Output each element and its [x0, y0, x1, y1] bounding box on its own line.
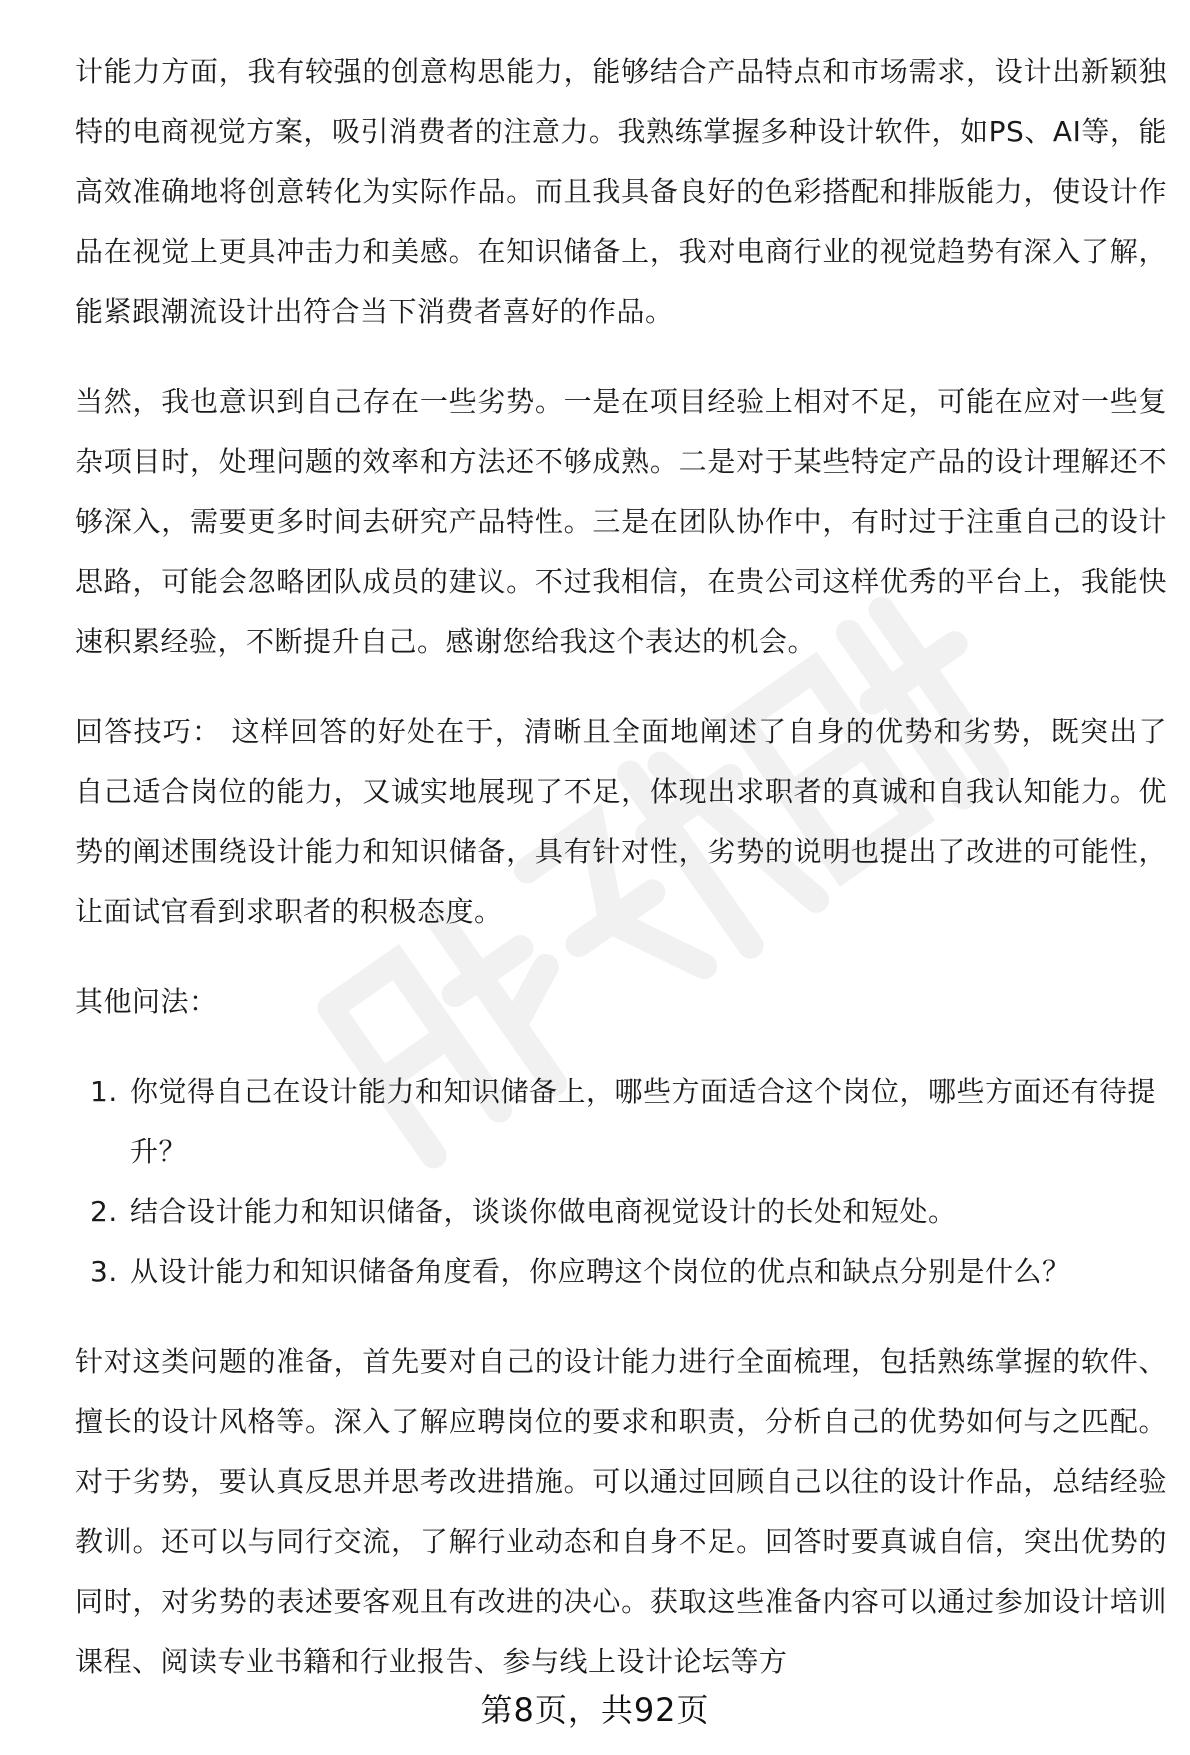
list-item — [75, 1242, 1167, 1302]
paragraph-strengths: 计能力方面，我有较强的创意构思能力，能够结合产品特点和市场需求，设计出新颖独特的电商视觉方案，吸引消费者的注意力。我熟练掌握多种设计软件，如PS、AI等，能高效准确地将创意转化为实际作品。而且我具备良好的色彩搭配和排版能力，使设计作品在视觉上更具冲击力和美感。在知识储备上，我对电商行业的视觉趋势有深入了解，能紧跟潮流设计出符合当下消费者喜好的作品。 — [75, 55, 1167, 328]
paragraph-answer-tips: 回答技巧： 这样回答的好处在于，清晰且全面地阐述了自身的优势和劣势，既突出了自己适合岗位的能力，又诚实地展现了不足，体现出求职者的真诚和自我认知能力。优势的阐述围绕设计能力和知识储备，具有针对性，劣势的说明也提出了改进的可能性，让面试官看到求职者的积极态度。 — [75, 715, 1167, 928]
other-questions-label: 其他问法： — [75, 985, 218, 1018]
paragraph-preparation: 针对这类问题的准备，首先要对自己的设计能力进行全面梳理，包括熟练掌握的软件、擅长的设计风格等。深入了解应聘岗位的要求和职责，分析自己的优势如何与之匹配。对于劣势，要认真反思并思考改进措施。可以通过回顾自己以往的设计作品，总结经验教训。还可以与同行交流，了解行业动态和自身不足。回答时要真诚自信，突出优势的同时，对劣势的表述要客观且有改进的决心。获取这些准备内容可以通过参加设计培训课程、阅读专业书籍和行业报告、参与线上设计论坛等方 — [75, 1345, 1167, 1678]
list-item — [75, 1062, 1167, 1182]
alternate-questions-list — [75, 1062, 1167, 1302]
list-item-number: 1. — [90, 1075, 118, 1108]
list-item — [75, 1182, 1167, 1242]
list-item-number: 2. — [90, 1195, 118, 1228]
page-number: 第8页，共92页 — [480, 1691, 710, 1729]
paragraph-weaknesses: 当然，我也意识到自己存在一些劣势。一是在项目经验上相对不足，可能在应对一些复杂项目时，处理问题的效率和方法还不够成熟。二是对于某些特定产品的设计理解还不够深入，需要更多时间去研究产品特性。三是在团队协作中，有时过于注重自己的设计思路，可能会忽略团队成员的建议。不过我相信，在贵公司这样优秀的平台上，我能快速积累经验，不断提升自己。感谢您给我这个表达的机会。 — [75, 385, 1167, 658]
document-body — [75, 42, 1167, 1678]
list-item-text: 结合设计能力和知识储备，谈谈你做电商视觉设计的长处和短处。 — [130, 1195, 957, 1228]
list-item-number: 3. — [90, 1255, 118, 1288]
list-item-text: 你觉得自己在设计能力和知识储备上，哪些方面适合这个岗位，哪些方面还有待提升？ — [130, 1075, 1157, 1168]
list-item-text: 从设计能力和知识储备角度看，你应聘这个岗位的优点和缺点分别是什么？ — [130, 1255, 1071, 1288]
